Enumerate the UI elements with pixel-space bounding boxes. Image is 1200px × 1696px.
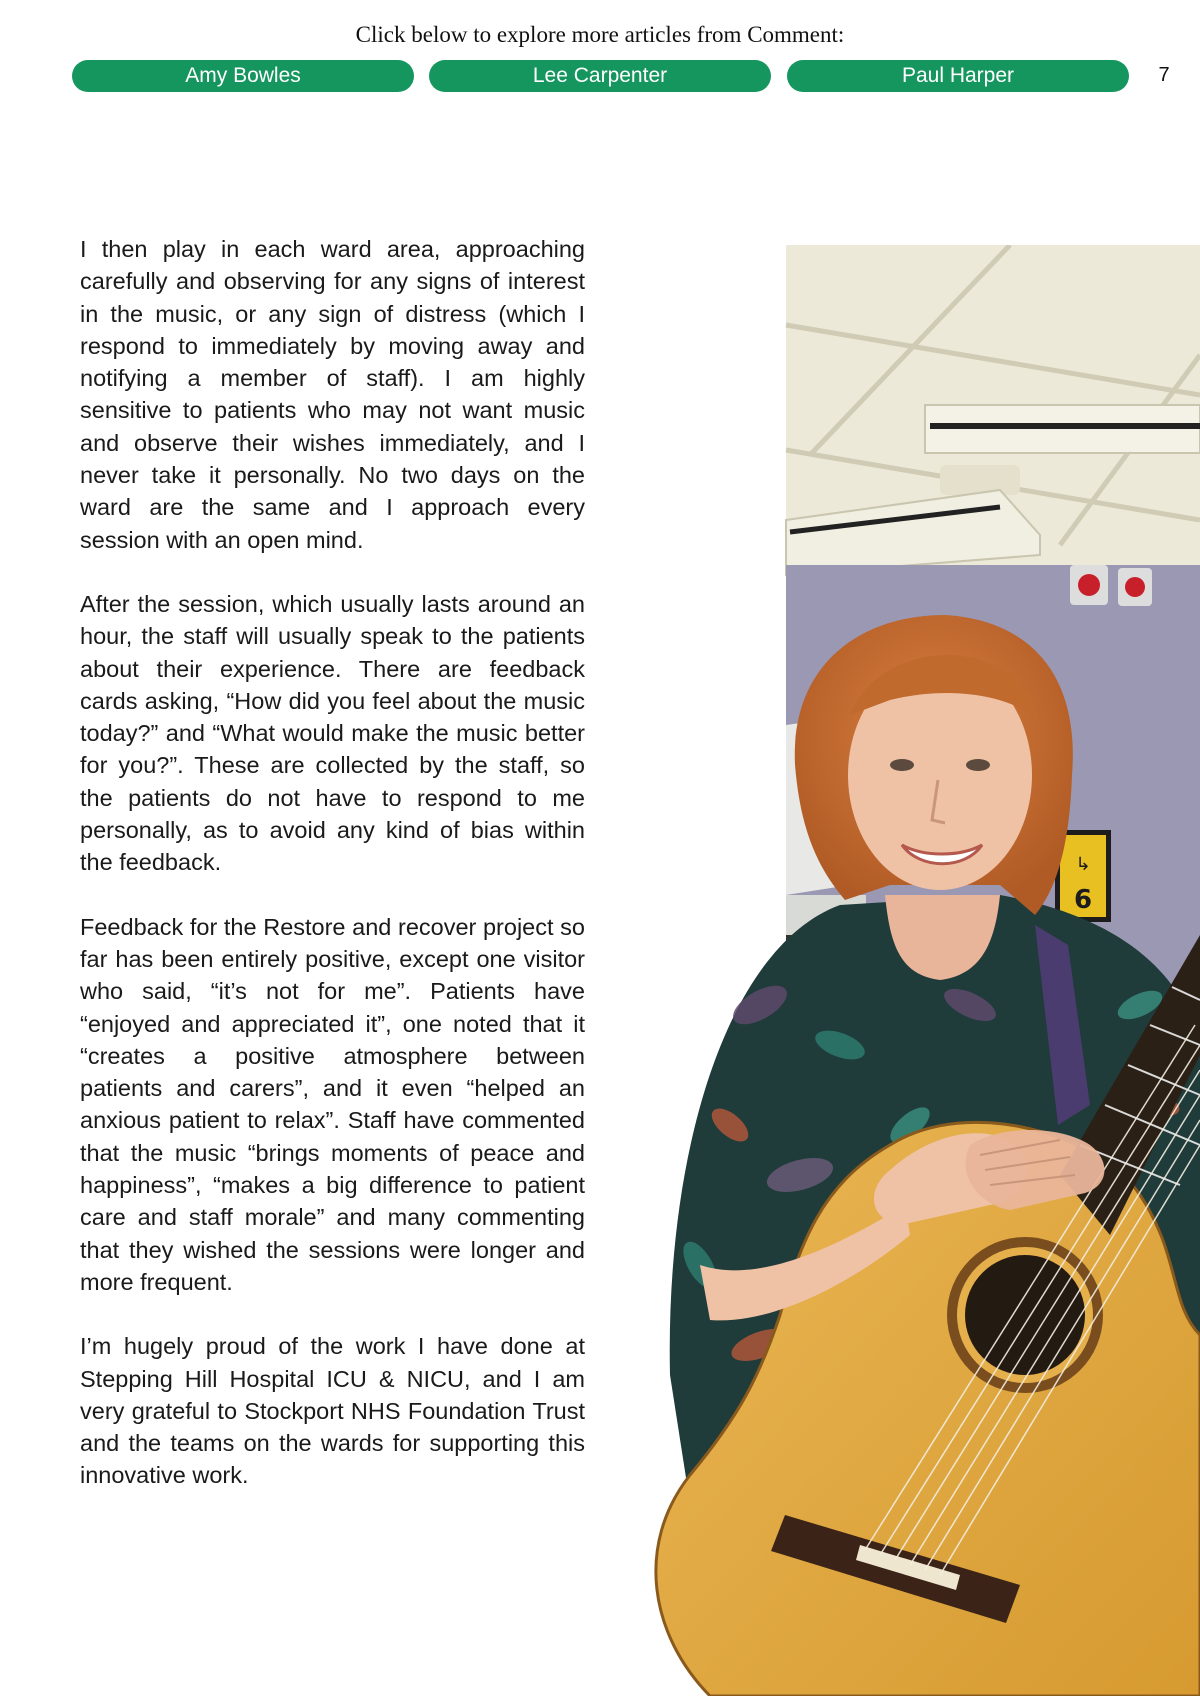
musician-with-guitar-photo — [640, 245, 1200, 1696]
article-paragraph: Feedback for the Restore and recover project so far has been entirely positive, except one visitor who said, “it’s not for me”. Patients have “enjoyed and appreciated it”, one noted that it “creates a positive atmosphere between patients and carers”, and it even “helped an anxious patient to relax”. Staff have commented that the music “brings moments of peace and happiness”, “makes a big difference to patient care and staff morale” and many commenting that they wished the sessions were longer and more frequent. — [80, 913, 585, 1295]
article-link-amy-bowles[interactable]: Amy Bowles — [72, 60, 414, 92]
article-paragraph: After the session, which usually lasts around an hour, the staff will usually speak to the patients about their experience. There are feedback cards asking, “How did you feel about the music today?” and “What would make the music better for you?”. These are collected by the staff, so the patients do not have to respond to me personally, as to avoid any kind of bias within the feedback. — [80, 590, 585, 876]
bay-number: 6 — [1073, 885, 1093, 915]
article-link-lee-carpenter[interactable]: Lee Carpenter — [429, 60, 771, 92]
article-body — [80, 233, 585, 1524]
article-link-paul-harper[interactable]: Paul Harper — [787, 60, 1129, 92]
article-paragraph: I then play in each ward area, approaching carefully and observing for any signs of interest in the music, or any sign of distress (which I respond to immediately by moving away and notifying a member of staff). I am highly sensitive to patients who may not want music and observe their wishes immediately, and I never take it personally. No two days on the ward are the same and I approach every session with an open mind. — [80, 236, 585, 553]
svg-text:↳: ↳ — [1075, 854, 1091, 875]
explore-articles-prompt: Click below to explore more articles from Comment: — [355, 22, 845, 47]
page-number: 7 — [1158, 64, 1170, 86]
article-paragraph: I’m hugely proud of the work I have done at Stepping Hill Hospital ICU & NICU, and I am very grateful to Stockport NHS Foundation Trust and the teams on the wards for supporting this innovative work. — [80, 1333, 585, 1489]
